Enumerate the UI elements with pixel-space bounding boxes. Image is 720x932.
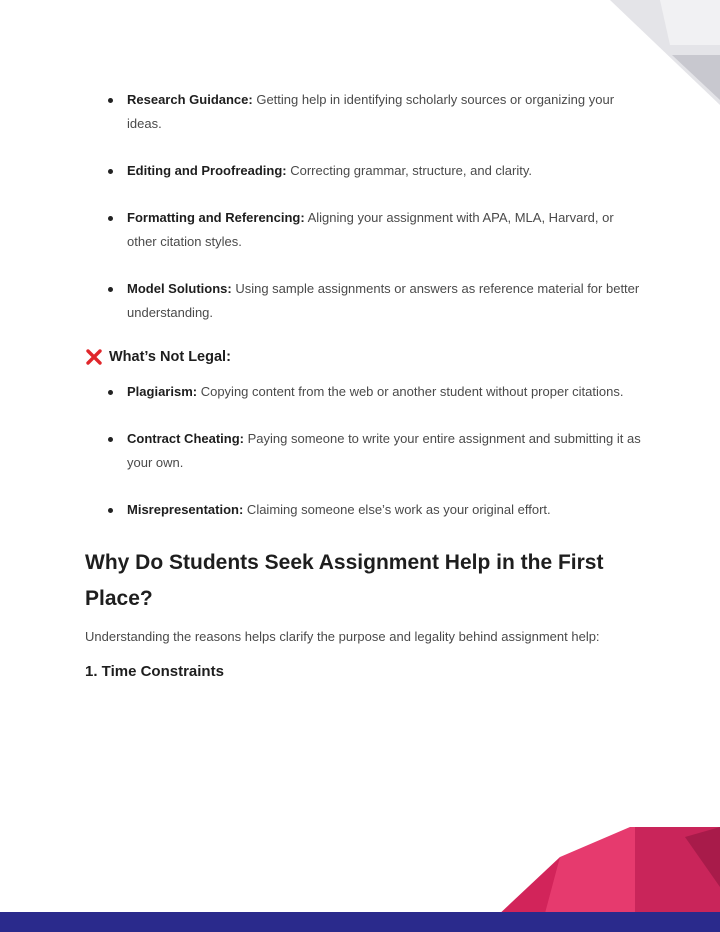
list-item: Contract Cheating: Paying someone to write your entire assignment and submitting it as your own. <box>85 427 645 475</box>
list-item: Editing and Proofreading: Correcting grammar, structure, and clarity. <box>85 159 645 183</box>
section-title: Why Do Students Seek Assignment Help in the First Place? <box>85 551 604 610</box>
not-legal-heading: What’s Not Legal: <box>85 348 645 366</box>
subheading: 1. Time Constraints <box>85 663 224 680</box>
section-intro: Understanding the reasons helps clarify the purpose and legality behind assignment help: <box>85 629 600 644</box>
cross-mark-icon <box>85 348 103 366</box>
list-item: Misrepresentation: Claiming someone else’s work as your original effort. <box>85 498 645 522</box>
list-item: Research Guidance: Getting help in identifying scholarly sources or organizing your ideas. <box>85 88 645 136</box>
footer-bar <box>0 912 720 932</box>
list-item: Model Solutions: Using sample assignments or answers as reference material for better understanding. <box>85 277 645 325</box>
list-item: Formatting and Referencing: Aligning your assignment with APA, MLA, Harvard, or other citation styles. <box>85 206 645 254</box>
legal-help-list <box>85 88 645 325</box>
content-area <box>85 88 645 680</box>
not-legal-list <box>85 380 645 522</box>
list-item: Plagiarism: Copying content from the web or another student without proper citations. <box>85 380 645 404</box>
